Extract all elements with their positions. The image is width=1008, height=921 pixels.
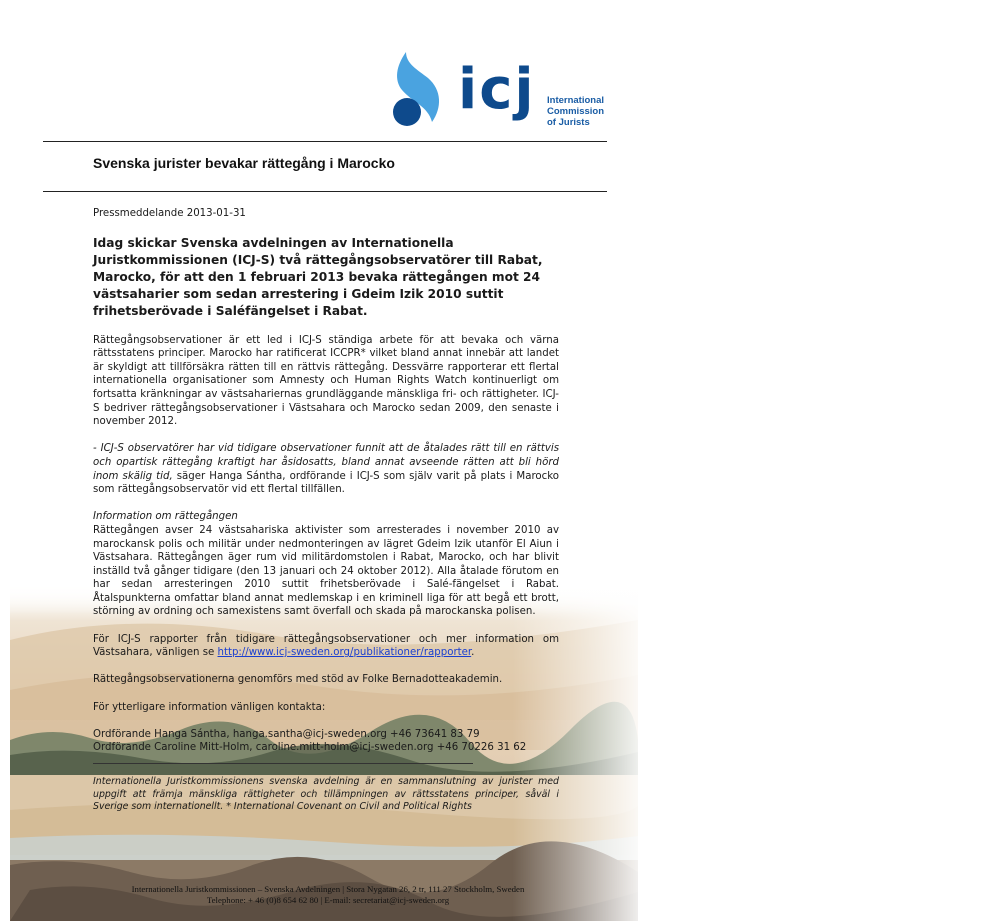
contact-list bbox=[93, 728, 559, 755]
logo-subtitle-line: International bbox=[547, 95, 605, 106]
reports-text: För ICJ-S rapporter från tidigare rättegångsobservationer och mer information om Västsahara, vänligen se bbox=[93, 633, 559, 659]
contact-intro: För ytterligare information vänligen kontakta: bbox=[93, 701, 326, 713]
reports-paragraph bbox=[93, 633, 559, 660]
page-title: Svenska jurister bevakar rättegång i Marocko bbox=[93, 155, 395, 171]
section-heading: Information om rättegången bbox=[93, 511, 238, 523]
footnote: Internationella Juristkommissionens svenska avdelning är en sammanslutning av jurister med uppgift att främja mänskliga rättigheter och tillämpningen av rättsstatens principer, såväl i Sverige som internationellt. * International Covenant on Civil and Political Rights bbox=[93, 776, 559, 812]
quote-attribution: säger Hanga Sántha, ordförande i ICJ-S som själv varit på plats i Marocko som rättegångsobservatör vid ett flertal tillfällen. bbox=[93, 470, 560, 496]
logo-wordmark: icj bbox=[458, 57, 536, 122]
trial-information-section bbox=[93, 510, 559, 619]
icj-logo bbox=[392, 50, 612, 140]
page-footer bbox=[93, 884, 563, 906]
quote-paragraph bbox=[93, 442, 559, 496]
trial-information-text: Rättegången avser 24 västsahariska aktivister som arresterades i november 2010 av marockansk polis och militär under nedmonteringen av lägret Gdeim Izik utanför El Aiun i Västsahara. Rättegången äger rum vid militärdomstolen i Rabat, Marocko, och har blivit inställd två gånger tidigare (den 13 januari och 24 oktober 2012). Alla åtalade förutom en har sedan arresteringen 2010 suttit frihetsberövade i Salé-fängelset i Rabat. Åtalspunkterna omfattar bland annat medlemskap i en kriminell liga för att begå ett brott, störning av ordning och samexistens samt överfall och skada på marockanska polisen. bbox=[93, 524, 559, 618]
contact-item: Ordförande Caroline Mitt-Holm, caroline.mitt-holm@icj-sweden.org +46 70226 31 62 bbox=[93, 742, 527, 754]
quote-italic-text: - ICJ-S observatörer har vid tidigare observationer funnit att de åtalades rätt till en rättvis och opartisk rättegång kraftigt har åsidosatts, bland annat avseende rätten att bli hörd inom skälig tid, bbox=[93, 443, 559, 482]
dateline: Pressmeddelande 2013-01-31 bbox=[93, 208, 246, 219]
logo-subtitle bbox=[547, 95, 617, 128]
reports-text-end: . bbox=[471, 647, 475, 659]
logo-subtitle-line: of Jurists bbox=[547, 117, 590, 128]
contact-item: Ordförande Hanga Sántha, hanga.santha@icj-sweden.org +46 73641 83 79 bbox=[93, 728, 480, 740]
reports-link[interactable]: http://www.icj-sweden.org/publikationer/rapporter bbox=[217, 647, 472, 659]
lead-paragraph: Idag skickar Svenska avdelningen av Internationella Juristkommissionen (ICJ-S) två rättegångsobservatörer till Rabat, Marocko, för att den 1 februari 2013 bevaka rättegången mot 24 västsaharier som sedan arrestering i Gdeim Izik 2010 suttit frihetsberövade i Saléfängelset i Rabat. bbox=[93, 235, 543, 318]
footer-address: Internationella Juristkommissionen – Svenska Avdelningen | Stora Nygatan 26, 2 tr, 111 27 Stockholm, Sweden bbox=[131, 884, 525, 894]
header-divider-top bbox=[43, 141, 607, 142]
support-paragraph: Rättegångsobservationerna genomförs med stöd av Folke Bernadotteakademin. bbox=[93, 674, 503, 686]
press-release-body bbox=[93, 207, 559, 827]
header-divider-bottom bbox=[43, 191, 607, 192]
footnote-divider bbox=[93, 763, 473, 764]
logo-subtitle-line: Commission bbox=[547, 106, 605, 117]
paragraph-trial-observations: Rättegångsobservationer är ett led i ICJ-S ständiga arbete för att bevaka och värna rättsstatens principer. Marocko har ratificerat ICCPR* vilket bland annat innebär att landet är skyldigt att tillförsäkra rätten till en rättvis rättegång. Dessvärre rapporterar ett flertal internationella organisationer som Amnesty och Human Rights Watch kontinuerligt om fortsatta kränkningar av västsahariernas grundläggande mänskliga fri- och rättigheter. ICJ-S bedriver rättegångsobservationer i Västsahara och Marocko sedan 2009, den senaste i november 2012. bbox=[93, 334, 559, 428]
icj-drop-icon bbox=[392, 50, 444, 134]
footer-contact: Telephone: + 46 (0)8 654 62 80 | E-mail: secretariat@icj-sweden.org bbox=[206, 895, 450, 905]
